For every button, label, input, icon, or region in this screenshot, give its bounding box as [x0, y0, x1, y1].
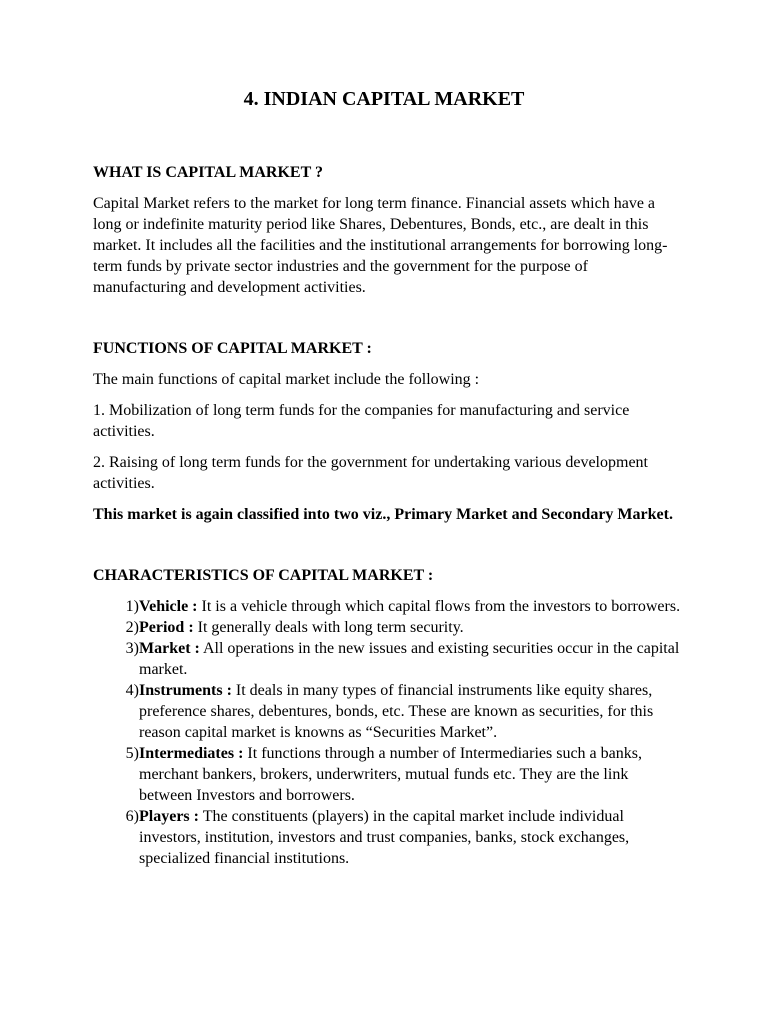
- classification-note: This market is again classified into two viz., Primary Market and Secondary Market.: [93, 506, 673, 523]
- list-item: [93, 743, 683, 806]
- section-heading-characteristics: CHARACTERISTICS OF CAPITAL MARKET :: [93, 567, 434, 584]
- list-number: 2): [125, 619, 139, 636]
- list-item-text: It functions through a number of Intermediaries such a banks, merchant bankers, brokers, underwriters, mutual funds etc. They are the link between Investors and borrowers.: [139, 745, 642, 804]
- list-item-text: It deals in many types of financial instruments like equity shares, preference shares, debentures, bonds, etc. These are known as securities, for this reason capital market is knowns as “Securities Market”.: [139, 682, 654, 741]
- list-number: 3): [125, 640, 139, 657]
- characteristics-list: [93, 596, 683, 869]
- list-item-text: It is a vehicle through which capital flows from the investors to borrowers.: [197, 598, 681, 615]
- list-item-body: [139, 806, 683, 869]
- list-item-term: Vehicle :: [139, 598, 198, 615]
- section-heading-what-is: WHAT IS CAPITAL MARKET ?: [93, 164, 323, 181]
- list-item: [93, 617, 683, 638]
- list-number: 5): [125, 745, 139, 762]
- list-item-term: Market :: [139, 640, 200, 657]
- section-heading-functions: FUNCTIONS OF CAPITAL MARKET :: [93, 340, 372, 357]
- list-item-term: Players :: [139, 808, 199, 825]
- list-number: 1): [125, 598, 139, 615]
- list-item-term: Instruments :: [139, 682, 232, 699]
- list-item-body: [139, 743, 683, 806]
- list-item: [93, 638, 683, 680]
- function-item-2: 2. Raising of long term funds for the government for undertaking various development activities.: [93, 454, 648, 492]
- list-item-body: [139, 596, 683, 617]
- list-item-term: Intermediates :: [139, 745, 244, 762]
- functions-intro: The main functions of capital market include the following :: [93, 371, 480, 388]
- function-item-1: 1. Mobilization of long term funds for the companies for manufacturing and service activities.: [93, 402, 630, 440]
- list-item-text: The constituents (players) in the capital market include individual investors, institution, investors and trust companies, banks, stock exchanges, specialized financial institutions.: [139, 808, 630, 867]
- document-body: [93, 160, 683, 869]
- list-item-text: All operations in the new issues and existing securities occur in the capital market.: [139, 640, 680, 678]
- list-item-body: [139, 638, 683, 680]
- list-number: 6): [125, 808, 139, 825]
- list-item-body: [139, 680, 683, 743]
- page-title: 4. INDIAN CAPITAL MARKET: [243, 88, 525, 110]
- list-item: [93, 596, 683, 617]
- what-is-paragraph: Capital Market refers to the market for long term finance. Financial assets which have a long or indefinite maturity period like Shares, Debentures, Bonds, etc., are dealt in this market. It includes all the facilities and the institutional arrangements for borrowing long-term funds by private sector industries and the government for the purpose of manufacturing and development activities.: [93, 195, 668, 296]
- list-item: [93, 806, 683, 869]
- list-item-text: It generally deals with long term security.: [193, 619, 464, 636]
- list-item: [93, 680, 683, 743]
- list-number: 4): [125, 682, 139, 699]
- list-item-term: Period :: [139, 619, 194, 636]
- list-item-body: [139, 617, 683, 638]
